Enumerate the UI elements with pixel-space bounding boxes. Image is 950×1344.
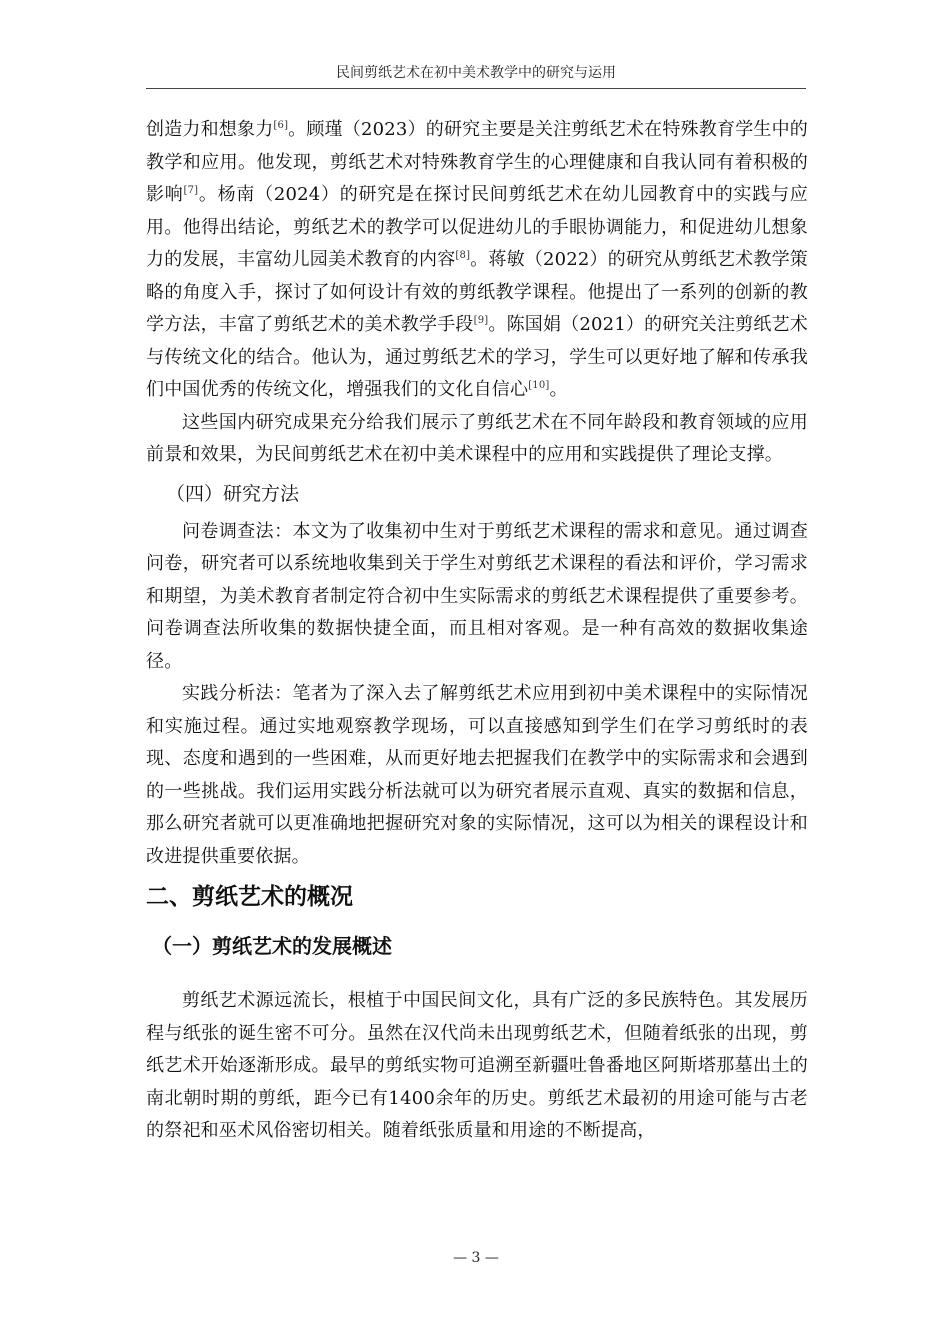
heading-chapter-2: 二、剪纸艺术的概况 [146, 884, 353, 910]
citation: [6] [273, 120, 289, 131]
paragraph-questionnaire-method: 问卷调查法：本文为了收集初中生对于剪纸艺术课程的需求和意见。通过调查问卷，研究者可以系统地收集到关于学生对剪纸艺术课程的看法和评价，学习需求和期望，为美术教育者制定符合初中生实际需求的剪纸艺术课程提供了重要参考。问卷调查法所收集的数据快捷全面，而且相对客观。是一种有高效的数据收集途径。 [146, 520, 808, 672]
paragraph-practice-analysis-method: 实践分析法：笔者为了深入去了解剪纸艺术应用到初中美术课程中的实际情况和实施过程。通过实地观察教学现场，可以直接感知到学生们在学习剪纸时的表现、态度和遇到的一些困难，从而更好地去把握我们在教学中的实际需求和会遇到的一些挑战。我们运用实践分析法就可以为研究者展示直观、真实的数据和信息，那么研究者就可以更准确地把握研究对象的实际情况，这可以为相关的课程设计和改进提供重要依据。 [146, 683, 808, 867]
paragraph-literature-review: 创造力和想象力[6]。顾瑾（2023）的研究主要是关注剪纸艺术在特殊教育学生中的教学和应用。他发现，剪纸艺术对特殊教育学生的心理健康和自我认同有着积极的影响[7]。杨南（2024）的研究是在探讨民间剪纸艺术在幼儿园教育中的实践与应用。他得出结论，剪纸艺术的教学可以促进幼儿的手眼协调能力，和促进幼儿想象力的发展，丰富幼儿园美术教育的内容[8]。蒋敏（2022）的研究从剪纸艺术教学策略的角度入手，探讨了如何设计有效的剪纸教学课程。他提出了一系列的创新的教学方法，丰富了剪纸艺术的美术教学手段[9]。陈国娟（2021）的研究关注剪纸艺术与传统文化的结合。他认为，通过剪纸艺术的学习，学生可以更好地了解和传承我们中国优秀的传统文化，增强我们的文化自信心[10]。 [146, 119, 809, 400]
citation: [7] [183, 185, 199, 196]
paragraph-summary: 这些国内研究成果充分给我们展示了剪纸艺术在不同年龄段和教育领域的应用前景和效果，为民间剪纸艺术在初中美术课程中的应用和实践提供了理论支撑。 [146, 411, 808, 465]
page-body [146, 114, 808, 1148]
citation: [9] [473, 315, 489, 326]
running-header: 民间剪纸艺术在初中美术教学中的研究与运用 [336, 65, 616, 81]
header-rule [146, 88, 806, 89]
page-number: — 3 — [453, 1250, 499, 1266]
paragraph-development-overview: 剪纸艺术源远流长，根植于中国民间文化，具有广泛的多民族特色。其发展历程与纸张的诞生密不可分。虽然在汉代尚未出现剪纸艺术，但随着纸张的出现，剪纸艺术开始逐渐形成。最早的剪纸实物可追溯至新疆吐鲁番地区阿斯塔那墓出土的南北朝时期的剪纸，距今已有1400余年的历史。剪纸艺术最初的用途可能与古老的祭祀和巫术风俗密切相关。随着纸张质量和用途的不断提高， [146, 990, 808, 1141]
citation: [10] [528, 380, 550, 391]
heading-research-methods: （四）研究方法 [166, 482, 300, 505]
citation: [8] [455, 250, 471, 261]
heading-section-1: （一）剪纸艺术的发展概述 [152, 934, 392, 958]
